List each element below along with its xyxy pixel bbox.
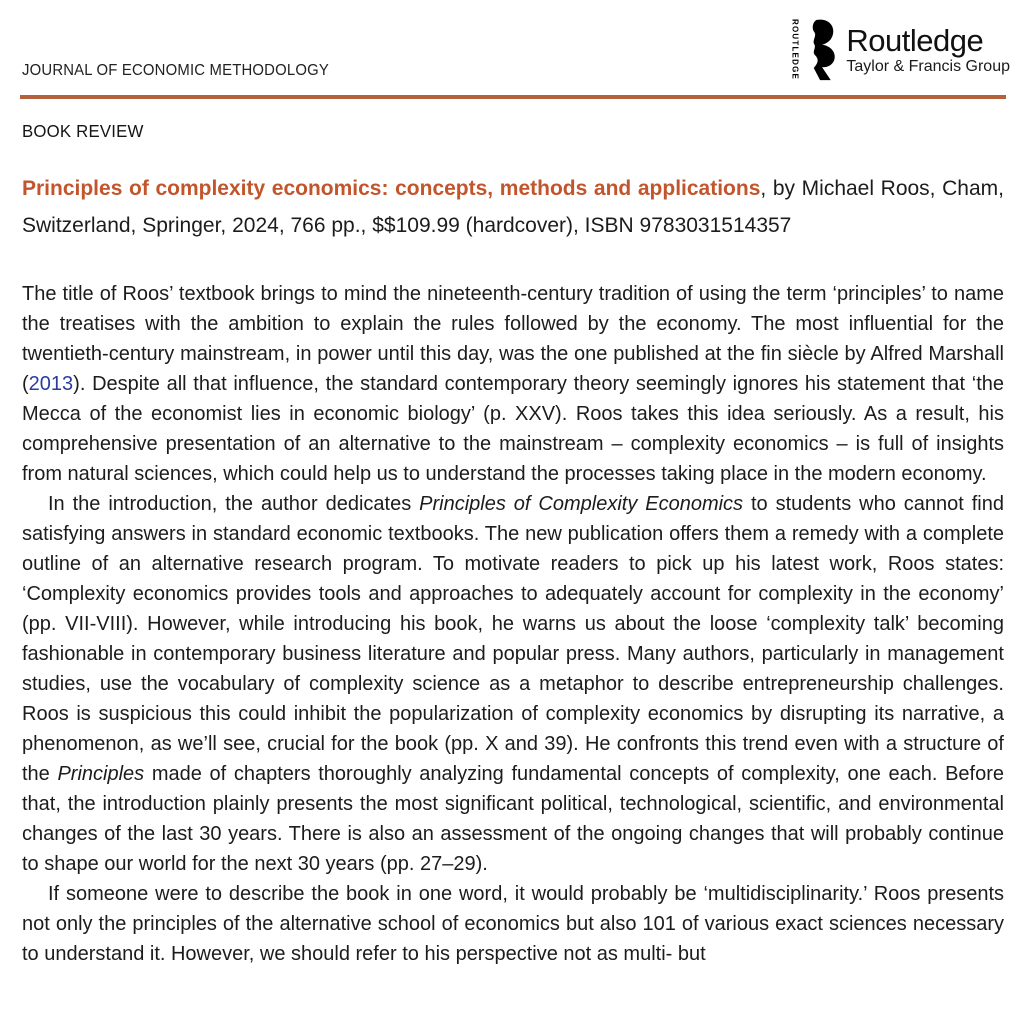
publisher-logo: [790, 16, 1010, 86]
text-segment: to students who cannot find satisfying answers in standard economic textbooks. The new publication offers them a remedy with a complete outline of an alternative research program. To motivate readers to pick up his latest work, Roos states: ‘Complexity economics provides tools and approaches to adequately account for complexity in the economy’ (pp. VII-VIII). However, while introducing his book, he warns us about the loose ‘complexity talk’ becoming fashionable in contemporary business literature and popular press. Many authors, particularly in management studies, use the vocabulary of complexity science as a metaphor to describe entrepreneurship challenges. Roos is suspicious this could inhibit the popularization of complexity economics by disrupting its narrative, a phenomenon, as we’ll see, crucial for the book (pp. X and 39). He confronts this trend even with a structure of the: [22, 493, 1004, 785]
text-segment: In the introduction, the author dedicates: [48, 493, 420, 515]
text-segment: If someone were to describe the book in one word, it would probably be ‘multidisciplinarity.’ Roos presents not only the principles of the alternative school of economics but also 101 of various exact sciences necessary to understand it. However, we should refer to his perspective not as multi- but: [22, 883, 1004, 965]
text-segment: made of chapters thoroughly analyzing fundamental concepts of complexity, one each. Before that, the introduction plainly presents the most significant political, technological, scientific, and environmental changes of the last 30 years. There is also an assessment of the ongoing changes that will probably continue to shape our world for the next 30 years (pp. 27–29).: [22, 763, 1004, 875]
citation-link-2013[interactable]: 2013: [28, 373, 74, 395]
paragraph-1: [22, 279, 1004, 489]
section-label: BOOK REVIEW: [22, 121, 144, 141]
book-reference: [22, 170, 1004, 244]
routledge-r-mark-icon: [806, 18, 839, 82]
book-title-mention: Principles: [57, 763, 145, 785]
book-title-mention: Principles of Complexity Economics: [419, 493, 744, 515]
text-segment: ). Despite all that influence, the standard contemporary theory seemingly ignores his statement that ‘the Mecca of the economist lies in economic biology’ (p. XXV). Roos takes this idea seriously. As a result, his comprehensive presentation of an alternative to the mainstream – complexity economics – is full of insights from natural sciences, which could help us to understand the processes taking place in the modern economy.: [22, 373, 1004, 485]
paragraph-3: [22, 879, 1004, 969]
journal-name: JOURNAL OF ECONOMIC METHODOLOGY: [22, 62, 329, 79]
taylor-francis-tagline: Taylor & Francis Group: [846, 58, 1010, 75]
book-details: , by Michael Roos, Cham, Switzerland, Springer, 2024, 766 pp., $$109.99 (hardcover), ISBN 9783031514357: [22, 177, 1004, 237]
text-segment: The title of Roos’ textbook brings to mind the nineteenth-century tradition of using the term ‘principles’ to name the treatises with the ambition to explain the rules followed by the economy. The most influential for the twentieth-century mainstream, in power until this day, was the one published at the fin siècle by Alfred Marshall (: [22, 283, 1004, 395]
book-title: Principles of complexity economics: concepts, methods and applications: [22, 177, 761, 200]
routledge-vertical-text: ROUTLEDGE: [790, 19, 800, 81]
article-body: [22, 279, 1004, 969]
publisher-logo-text: [846, 24, 1010, 77]
paragraph-2: [22, 489, 1004, 879]
header-rule: [20, 95, 1006, 99]
routledge-wordmark: Routledge: [846, 23, 984, 58]
